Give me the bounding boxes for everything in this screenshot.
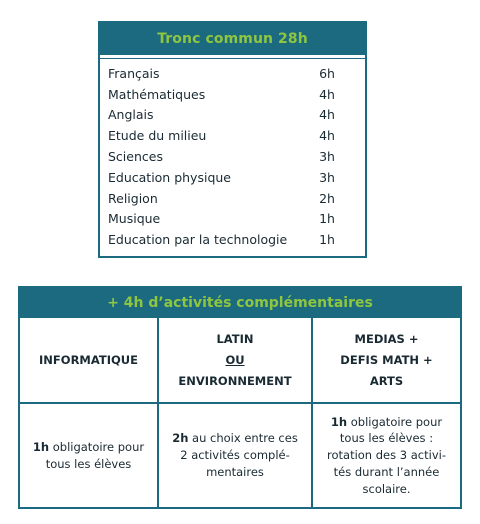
subject-name: Etude du milieu bbox=[108, 128, 207, 144]
activity-heading-latin-environnement bbox=[159, 318, 313, 404]
complementary-activities-title: + 4h d’activités complémentaires bbox=[20, 288, 460, 318]
subject-row-anglais bbox=[100, 105, 365, 126]
heading-line: ENVIRONNEMENT bbox=[178, 373, 292, 388]
heading-line: INFORMATIQUE bbox=[39, 352, 138, 367]
activity-heading-informatique bbox=[20, 318, 159, 404]
heading-line: ARTS bbox=[369, 373, 404, 388]
heading-line: MEDIAS + bbox=[354, 331, 419, 346]
hours-value: 2h bbox=[172, 431, 189, 446]
subject-name: Education physique bbox=[108, 169, 231, 185]
core-subject-list bbox=[100, 59, 365, 250]
subject-row-education-physique bbox=[100, 167, 365, 188]
core-curriculum-table bbox=[98, 21, 367, 258]
subject-hours: 3h bbox=[319, 169, 335, 185]
subject-row-etude-du-milieu bbox=[100, 125, 365, 146]
subject-row-musique bbox=[100, 209, 365, 230]
subject-name: Sciences bbox=[108, 149, 163, 165]
detail-description: obligatoire pour tous les élèves : rotation des 3 activi-tés durant l’année scolaire. bbox=[327, 414, 446, 496]
subject-row-religion bbox=[100, 188, 365, 209]
activity-detail-text bbox=[321, 414, 452, 497]
activity-detail-text bbox=[28, 439, 149, 472]
subject-hours: 4h bbox=[319, 107, 335, 123]
subject-row-sciences bbox=[100, 146, 365, 167]
detail-description: au choix entre ces 2 activités complé-mentaires bbox=[180, 431, 298, 479]
subject-hours: 2h bbox=[319, 190, 335, 206]
activity-detail-medias-defis-arts bbox=[313, 404, 460, 507]
subject-name: Mathématiques bbox=[108, 86, 206, 102]
subject-name: Religion bbox=[108, 190, 158, 206]
subject-row-mathematiques bbox=[100, 84, 365, 105]
activity-heading-medias-defis-arts bbox=[313, 318, 460, 404]
activities-grid bbox=[20, 318, 460, 507]
subject-name: Français bbox=[108, 65, 160, 81]
subject-row-francais bbox=[100, 63, 365, 84]
heading-line: LATIN bbox=[216, 331, 254, 346]
hours-value: 1h bbox=[330, 414, 348, 429]
detail-description: obligatoire pour tous les élèves bbox=[45, 439, 145, 471]
subject-hours: 4h bbox=[319, 86, 335, 102]
subject-name: Musique bbox=[108, 211, 161, 227]
subject-row-education-technologie bbox=[100, 229, 365, 250]
subject-name: Education par la technologie bbox=[108, 232, 288, 248]
activity-detail-latin-environnement bbox=[159, 404, 313, 507]
activity-detail-text bbox=[167, 430, 303, 480]
subject-hours: 6h bbox=[319, 65, 335, 81]
subject-hours: 1h bbox=[319, 211, 335, 227]
activity-detail-informatique bbox=[20, 404, 159, 507]
subject-hours: 1h bbox=[319, 232, 335, 248]
subject-name: Anglais bbox=[108, 107, 154, 123]
heading-line: DEFIS MATH + bbox=[340, 352, 433, 367]
complementary-activities-table bbox=[18, 286, 462, 509]
hours-value: 1h bbox=[32, 439, 50, 454]
core-curriculum-title: Tronc commun 28h bbox=[100, 23, 365, 55]
heading-line-or: OU bbox=[225, 352, 245, 367]
subject-hours: 3h bbox=[319, 149, 335, 165]
subject-hours: 4h bbox=[319, 128, 335, 144]
